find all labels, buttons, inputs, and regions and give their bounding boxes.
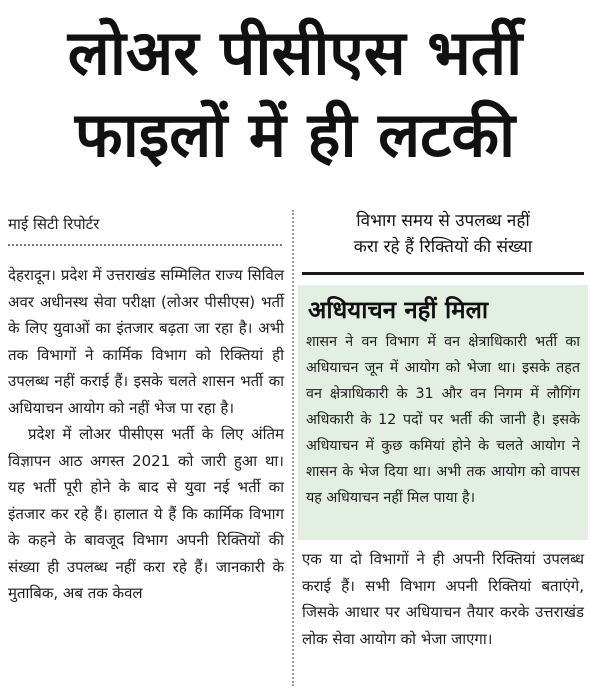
left-column bbox=[8, 262, 284, 607]
right-paragraph-1: एक या दो विभागों ने ही अपनी रिक्तियां उपलब्ध कराई हैं। सभी विभाग अपनी रिक्तियां बताएंगे, जिसके आधार पर अधियाचन तैयार करके उत्तराखंड लोक सेवा आयोग को भेजा जाएगा। bbox=[302, 550, 584, 648]
box-title: अधियाचन नहीं मिला bbox=[308, 296, 489, 324]
byline: माई सिटी रिपोर्टर bbox=[8, 215, 100, 233]
box-body: शासन ने वन विभाग में वन क्षेत्राधिकारी भर्ती का अधियाचन जून में आयोग को भेजा था। इसके तहत वन क्षेत्राधिकारी के 31 और वन निगम में लौगिंग अधिकारी के 12 पदों पर भर्ती की जानी है। इसके अधियाचन में कुछ कमियां होने के चलते आयोग ने शासन के भेज दिया था। अभी तक आयोग को वापस यह अधियाचन नहीं मिल पाया है। bbox=[306, 334, 580, 506]
subheadline-line-1: विभाग समय से उपलब्ध नहीं bbox=[356, 211, 530, 231]
right-column bbox=[302, 546, 584, 652]
byline-divider bbox=[8, 244, 282, 246]
headline-line-1: लोअर पीसीएस भर्ती bbox=[67, 16, 523, 89]
subheadline bbox=[302, 208, 584, 260]
left-paragraph-2: प्रदेश में लोअर पीसीएस भर्ती के लिए अंतिम विज्ञापन आठ अगस्त 2021 को जारी हुआ था। यह भर्ती पूरी होने के बाद से युवा नई भर्ती का इंतजार कर रहे हैं। हालात ये हैं कि कार्मिक विभाग के कहने के बावजूद विभाग अपनी रिक्तियों की संख्या ही उपलब्ध नहीं करा रहे हैं। जानकारी के मुताबिक, अब तक केवल bbox=[8, 425, 284, 602]
subheadline-rule bbox=[302, 272, 584, 275]
subheadline-line-2: करा रहे हैं रिक्तियों की संख्या bbox=[353, 237, 533, 257]
column-divider bbox=[292, 210, 294, 686]
left-paragraph-1: देहरादून। प्रदेश में उत्तराखंड सम्मिलित राज्य सिविल अवर अधीनस्थ सेवा परीक्षा (लोअर पीसीएस) भर्ती के लिए युवाओं का इंतजार बढ़ता जा रहा है। अभी तक विभागों ने कार्मिक विभाग को रिक्तियां ही उपलब्ध नहीं कराई हैं। इसके चलते शासन भर्ती का अधियाचन आयोग को नहीं भेज पा रहा है। bbox=[8, 266, 284, 417]
headline-line-2: फाइलों में ही लटकी bbox=[74, 98, 516, 171]
sidebar-box bbox=[298, 285, 588, 540]
